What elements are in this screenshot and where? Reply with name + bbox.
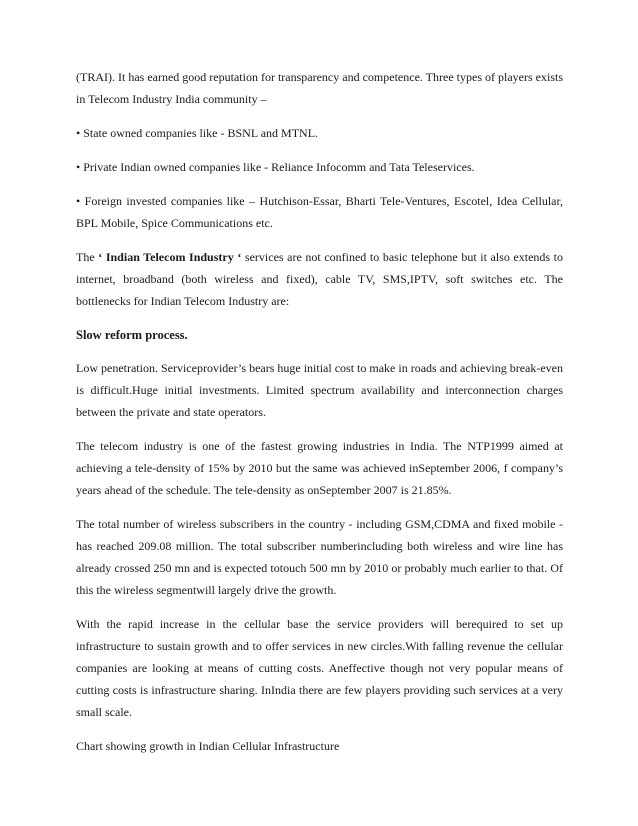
section-heading: Slow reform process. [76,328,188,342]
bullet-foreign-invested: • Foreign invested companies like – Hutchison-Essar, Bharti Tele-Ventures, Escotel, Idea Cellular, BPL Mobile, Spice Communications etc. [76,194,563,230]
p5-bold-term: ‘ Indian Telecom Industry ‘ [98,250,242,264]
paragraph-chart-caption: Chart showing growth in Indian Cellular Infrastructure [76,739,340,753]
p5-suffix: services are not confined to basic telephone but it also extends to internet, broadband (both wireless and fixed), cable TV, SMS,IPTV, soft switches etc. The bottlenecks for Indian Telecom Industry are: [76,250,564,308]
p5-prefix: The [76,250,99,264]
bullet-state-owned: • State owned companies like - BSNL and MTNL. [76,126,319,140]
paragraph-indian-telecom-industry [76,246,563,312]
paragraph-wireless-subscribers: The total number of wireless subscribers in the country - including GSM,CDMA and fixed mobile - has reached 209.08 million. The total subscriber numberincluding both wireless and wire line has already crossed 250 mn and is expected totouch 500 mn by 2010 or probably much earlier to that. Of this the wireless segmentwill largely drive the growth. [76,517,563,597]
paragraph-growth: The telecom industry is one of the fastest growing industries in India. The NTP1999 aimed at achieving a tele-density of 15% by 2010 but the same was achieved inSeptember 2006, f company’s years ahead of the schedule. The tele-density as onSeptember 2007 is 21.85%. [76,439,563,497]
bullet-private-indian: • Private Indian owned companies like - Reliance Infocomm and Tata Teleservices. [76,160,475,174]
paragraph-low-penetration: Low penetration. Serviceprovider’s bears huge initial cost to make in roads and achieving break-even is difficult.Huge initial investments. Limited spectrum availability and interconnection charges between the private and state operators. [76,361,563,419]
paragraph-infrastructure-sharing: With the rapid increase in the cellular base the service providers will berequired to set up infrastructure to sustain growth and to offer services in new circles.With falling revenue the cellular companies are looking at means of cutting costs. Aneffective though not very popular means of cutting costs is infrastructure sharing. InIndia there are few players providing such services at a very small scale. [76,617,563,719]
paragraph-trai: (TRAI). It has earned good reputation for transparency and competence. Three types of players exists in Telecom Industry India community – [76,70,563,106]
document-page [76,66,563,769]
